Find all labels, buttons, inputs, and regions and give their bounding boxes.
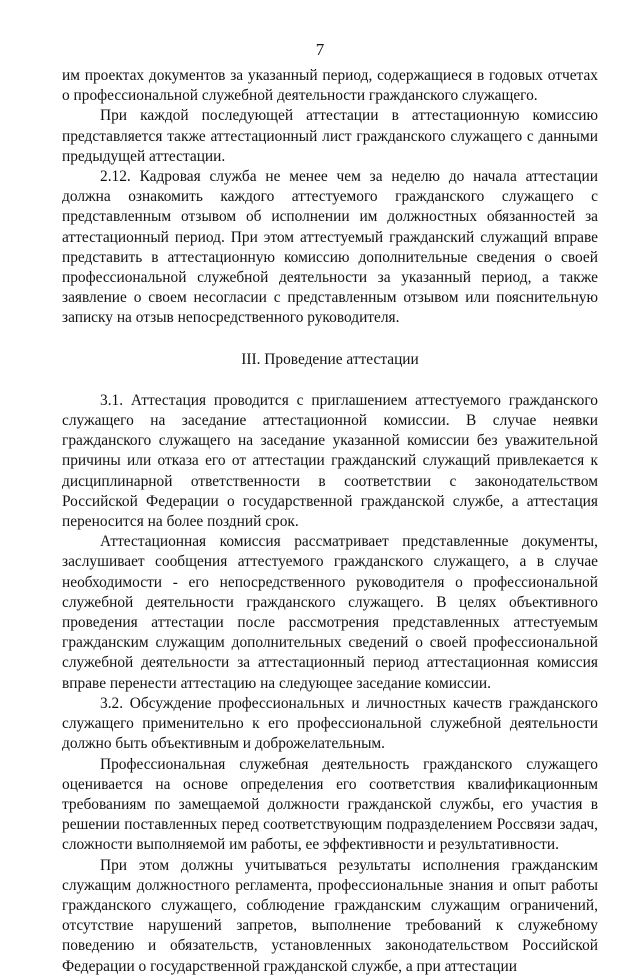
paragraph: Аттестационная комиссия рассматривает представленные документы, заслушивает сообщения аттестуемого гражданского служащего, а в случае необходимости - его непосредственного руководителя о профессиональной служебной деятельности гражданского служащего. В целях объективного проведения аттестации после рассмотрения представленных аттестуемым гражданским служащим дополнительных сведений о своей профессиональной служебной деятельности за аттестационный период аттестационная комиссия вправе перенести аттестацию на следующее заседание комиссии.: [62, 533, 598, 692]
paragraph-2-12: 2.12. Кадровая служба не менее чем за неделю до начала аттестации должна ознакомить каждого аттестуемого гражданского служащего с представленным отзывом об исполнении им должностных обязанностей за аттестационный период. При этом аттестуемый гражданский служащий вправе представить в аттестационную комиссию дополнительные сведения о своей профессиональной служебной деятельности за указанный период, а также заявление о своем несогласии с представленным отзывом или пояснительную записку на отзыв непосредственного руководителя.: [62, 168, 598, 327]
paragraph: Профессиональная служебная деятельность гражданского служащего оценивается на основе определения его соответствия квалификационным требованиям по замещаемой должности гражданской службы, его участия в решении поставленных перед соответствующим подразделением Россвязи задач, сложности выполняемой им работы, ее эффективности и результативности.: [62, 755, 598, 854]
section-heading: III. Проведение аттестации: [241, 350, 419, 368]
paragraph-3-2: 3.2. Обсуждение профессиональных и личностных качеств гражданского служащего применительно к его профессиональной служебной деятельности должно быть объективным и доброжелательным.: [62, 694, 598, 753]
page-number: 7: [315, 40, 325, 59]
paragraph-3-1: 3.1. Аттестация проводится с приглашением аттестуемого гражданского служащего на заседание аттестационной комиссии. В случае неявки гражданского служащего на заседание указанной комиссии без уважительной причины или отказа его от аттестации гражданский служащий привлекается к дисциплинарной ответственности в соответствии с законодательством Российской Федерации о государственной гражданской службе, а аттестация переносится на более поздний срок.: [62, 391, 598, 531]
paragraph: При этом должны учитываться результаты исполнения гражданским служащим должностного регламента, профессиональные знания и опыт работы гражданского служащего, соблюдение гражданским служащим ограничений, отсутствие нарушений запретов, выполнение требований к служебному поведению и обязательств, установленных законодательством Российской Федерации о государственной гражданской службе, а при аттестации: [62, 856, 598, 975]
document-body: [62, 66, 598, 977]
paragraph-continuation: им проектах документов за указанный период, содержащиеся в годовых отчетах о профессиональной служебной деятельности гражданского служащего.: [62, 67, 598, 105]
paragraph: При каждой последующей аттестации в аттестационную комиссию представляется также аттестационный лист гражданского служащего с данными предыдущей аттестации.: [62, 107, 598, 165]
